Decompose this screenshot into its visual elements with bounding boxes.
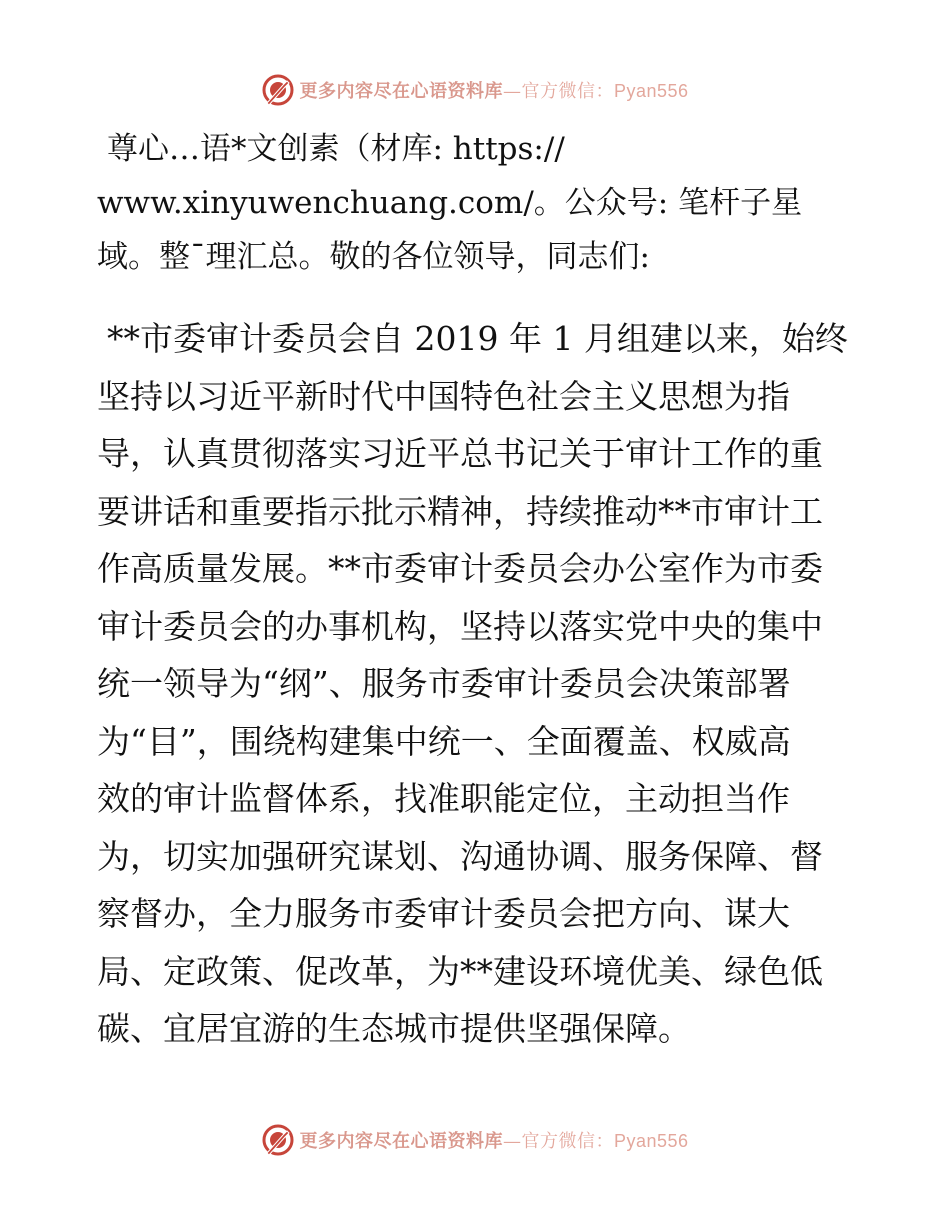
paragraph-line: 要讲话和重要指示批示精神，持续推动**市审计工 (97, 491, 823, 531)
watermark-dash: — (502, 1131, 522, 1152)
paragraph-line: 察督办，全力服务市委审计委员会把方向、谋大 (97, 894, 790, 933)
intro-line: 域。整¯理汇总。敬的各位领导，同志们: (97, 239, 650, 275)
watermark-tail: 官方微信： (521, 81, 614, 102)
intro-block (97, 122, 857, 284)
intro-line: 尊心…语*文创素（材库: https:// (107, 131, 565, 167)
main-paragraph (97, 310, 852, 1058)
paragraph-line: 碳、宜居宜游的生态城市提供坚强保障。 (97, 1009, 691, 1048)
paragraph-line: 效的审计监督体系，找准职能定位，主动担当作 (97, 779, 790, 818)
header-watermark (0, 70, 950, 110)
paragraph-line: 审计委员会的办事机构，坚持以落实党中央的集中 (97, 606, 823, 646)
paragraph-line: 坚持以习近平新时代中国特色社会主义思想为指 (97, 376, 790, 416)
paragraph-line: 为“目”，围绕构建集中统一、全面覆盖、权威高 (97, 721, 791, 761)
paragraph-line: 统一领导为“纲”、服务市委审计委员会决策部署 (97, 664, 791, 703)
watermark-text (299, 1127, 688, 1153)
paragraph-line: 导，认真贯彻落实习近平总书记关于审计工作的重 (97, 434, 823, 473)
pen-logo-icon (261, 73, 295, 107)
watermark-tail: 官方微信： (521, 1131, 614, 1152)
watermark-wechat-id: Pyan556 (613, 1131, 689, 1151)
pen-logo-icon (261, 1123, 295, 1157)
paragraph-line: 作高质量发展。**市委审计委员会办公室作为市委 (97, 549, 823, 588)
paragraph-line: 为，切实加强研究谋划、沟通协调、服务保障、督 (97, 836, 823, 876)
footer-watermark (0, 1120, 950, 1160)
watermark-text (299, 77, 688, 103)
paragraph-line: 局、定政策、促改革，为**建设环境优美、绿色低 (97, 951, 823, 991)
watermark-lead: 更多内容尽在心语资料库 (299, 1131, 503, 1152)
watermark-lead: 更多内容尽在心语资料库 (299, 81, 503, 102)
paragraph-line: **市委审计委员会自 2019 年 1 月组建以来，始终 (107, 319, 848, 358)
intro-line: www.xinyuwenchuang.com/。公众号: 笔杆子星 (97, 185, 803, 221)
watermark-dash: — (502, 81, 522, 102)
watermark-wechat-id: Pyan556 (613, 81, 689, 101)
